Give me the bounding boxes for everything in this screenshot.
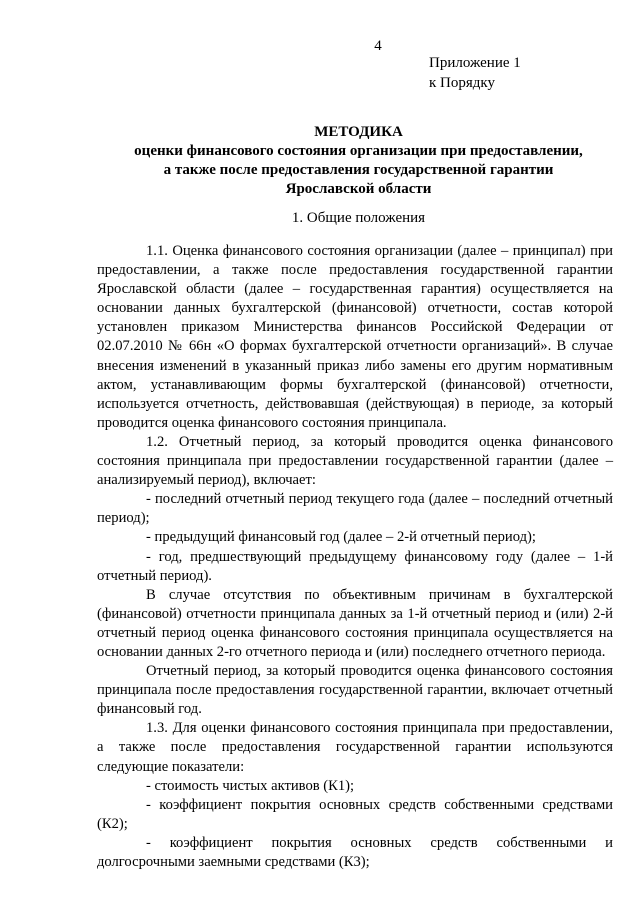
appendix-line-2: к Порядку [429, 75, 495, 91]
title-line-1: МЕТОДИКА [314, 124, 403, 140]
paragraph-absence-clause: В случае отсутствия по объективным причинам в бухгалтерской (финансовой) отчетности принципала данных за 1-й отчетный период и (или) 2-й отчетный период оценка финансового состояния принципала осуществляется на основании данных 2-го отчетного периода и (или) последнего отчетного периода. [97, 586, 613, 660]
title-line-4: Ярославской области [285, 181, 432, 197]
paragraph-1-2: 1.2. Отчетный период, за который проводится оценка финансового состояния принципала при предоставлении государственной гарантии (далее – анализируемый период), включает: [97, 433, 613, 489]
list-item: - год, предшествующий предыдущему финансовому году (далее – 1-й отчетный период). [97, 548, 613, 584]
appendix-reference [429, 53, 521, 93]
list-item: - коэффициент покрытия основных средств собственными средствами (К2); [97, 796, 613, 832]
paragraph-reporting-period: Отчетный период, за который проводится оценка финансового состояния принципала после предоставления государственной гарантии, включает отчетный финансовый год. [97, 663, 613, 718]
body-text [97, 242, 613, 872]
list-item: - последний отчетный период текущего года (далее – последний отчетный период); [97, 491, 613, 527]
list-item: - предыдущий финансовый год (далее – 2-й отчетный период); [146, 529, 536, 546]
document-title [95, 123, 622, 199]
list-item: - стоимость чистых активов (К1); [146, 777, 355, 794]
title-line-3: а также после предоставления государственной гарантии [163, 162, 554, 178]
page-number: 4 [374, 38, 382, 54]
paragraph-1-1: 1.1. Оценка финансового состояния организации (далее – принципал) при предоставлении, а также после предоставления государственной гарантии Ярославской области (далее – государственная гарантия) осуществляется на основании данных бухгалтерской (финансовой) отчетности, состав которой установлен приказом Министерства финансов Российской Федерации от 02.07.2010 № 66н «О формах бухгалтерской отчетности организаций». В случае внесения изменений в указанный приказ либо замены его другим нормативным актом, устанавливающим формы бухгалтерской (финансовой) отчетности, используется отчетность, действовавшая (действующая) в периоде, за который проводится оценка финансового состояния принципала. [97, 243, 613, 431]
paragraph-1-3: 1.3. Для оценки финансового состояния принципала при предоставлении, а также после предоставления государственной гарантии используются следующие показатели: [97, 720, 613, 775]
title-line-2: оценки финансового состояния организации при предоставлении, [134, 143, 583, 159]
appendix-line-1: Приложение 1 [429, 55, 521, 71]
section-heading: 1. Общие положения [291, 210, 426, 226]
list-item: - коэффициент покрытия основных средств собственными и долгосрочными заемными средствами (К3); [97, 834, 613, 870]
